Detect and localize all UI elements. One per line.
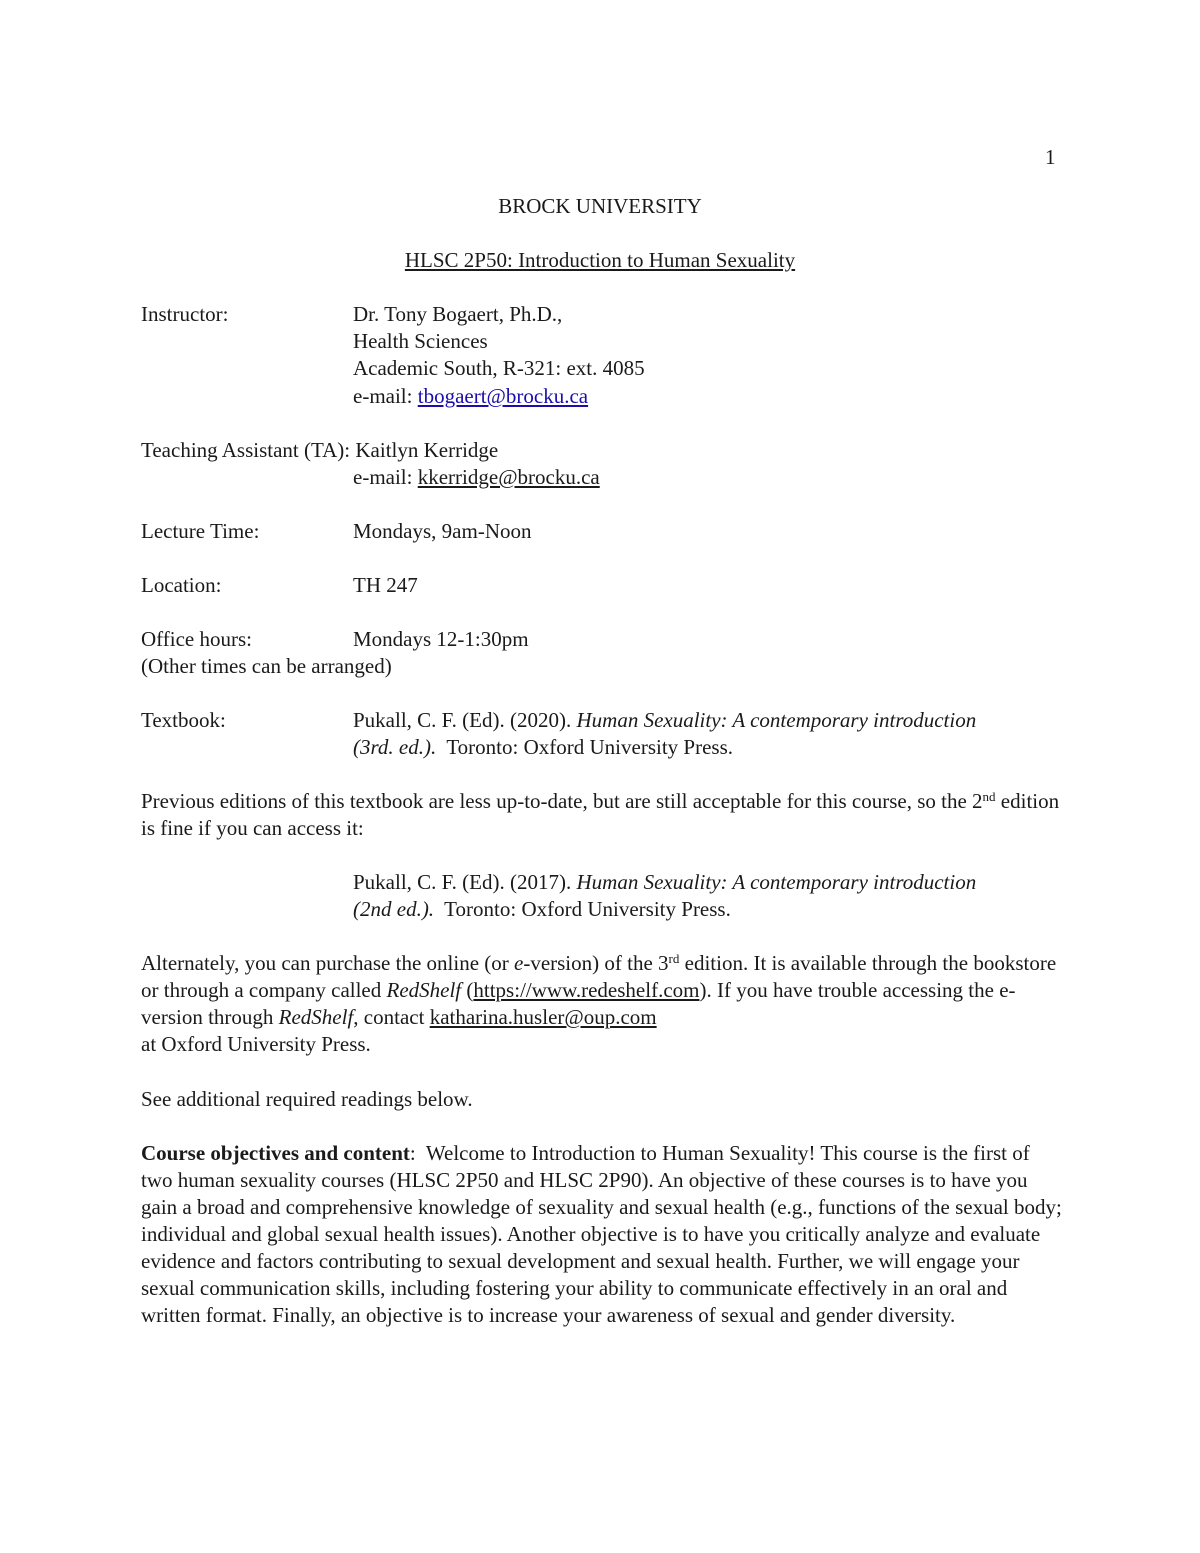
page-number: 1 <box>1045 145 1056 169</box>
alternately-text-5: ). If you have trouble accessing the e-version through <box>141 978 1016 1029</box>
instructor-office: Academic South, R-321: ext. 4085 <box>353 356 645 380</box>
instructor-email-link[interactable]: tbogaert@brocku.ca <box>417 384 589 408</box>
ta-label: Teaching Assistant (TA): Kaitlyn Kerridge <box>141 438 499 462</box>
redshelf-name-2: RedShelf <box>278 1005 354 1029</box>
office-hours-label: Office hours: <box>141 627 252 651</box>
ta-email-line <box>353 464 600 491</box>
objectives-colon: : <box>409 1141 426 1165</box>
textbook-ref-1-line-2 <box>353 734 733 761</box>
previous-editions-text-b: edition is fine if you can access it: <box>141 789 1060 840</box>
instructor-email-prefix: e-mail: <box>353 384 418 408</box>
ta-email-prefix: e-mail: <box>353 465 418 489</box>
university-name: BROCK UNIVERSITY <box>498 194 702 218</box>
alternately-paragraph <box>141 950 1066 1058</box>
location-label: Location: <box>141 573 222 597</box>
alternately-sup: rd <box>668 951 680 966</box>
previous-editions-paragraph <box>141 788 1066 842</box>
ta-email-link[interactable]: kkerridge@brocku.ca <box>417 465 600 489</box>
alternately-text-6: , contact <box>353 1005 430 1029</box>
textbook-ref-2-line-1 <box>353 869 976 896</box>
lecture-time-value: Mondays, 9am-Noon <box>353 519 532 543</box>
textbook-ref-1-edition: (3rd. ed.). <box>353 735 437 759</box>
redshelf-name: RedShelf <box>386 978 462 1002</box>
location-value: TH 247 <box>353 573 418 597</box>
lecture-time-label: Lecture Time: <box>141 519 260 543</box>
textbook-ref-2-edition: (2nd ed.). <box>353 897 435 921</box>
alternately-text-7: at Oxford University Press. <box>141 1032 371 1056</box>
alternately-text-1: Alternately, you can purchase the online (or <box>141 951 514 975</box>
instructor-label: Instructor: <box>141 302 229 326</box>
office-hours-value: Mondays 12-1:30pm <box>353 627 529 651</box>
objectives-heading: Course objectives and content <box>141 1141 410 1165</box>
instructor-department: Health Sciences <box>353 329 488 353</box>
course-title <box>0 247 1200 274</box>
textbook-ref-1-author: Pukall, C. F. (Ed). (2020). <box>353 708 577 732</box>
alternately-text-2: -version) of the 3 <box>523 951 669 975</box>
textbook-ref-2-title: Human Sexuality: A contemporary introduction <box>576 870 977 894</box>
textbook-ref-2-line-2 <box>353 896 731 923</box>
textbook-ref-1-publisher: Toronto: Oxford University Press. <box>436 735 733 759</box>
alternately-text-4: ( <box>461 978 474 1002</box>
textbook-ref-2-publisher: Toronto: Oxford University Press. <box>434 897 731 921</box>
textbook-ref-1-line-1 <box>353 707 976 734</box>
objectives-body: Welcome to Introduction to Human Sexuality! This course is the first of two human sexuality courses (HLSC 2P50 and HLSC 2P90). An objective of these courses is to have you gain a broad and comprehensive knowledge of sexuality and sexual health (e.g., functions of the sexual body; individual and global sexual health issues). Another objective is to have you critically analyze and evaluate evidence and factors contributing to sexual development and sexual health. Further, we will engage your sexual communication skills, including fostering your ability to communicate effectively in an oral and written format. Finally, an objective is to increase your awareness of sexual and gender diversity. <box>141 1141 1062 1327</box>
office-hours-note: (Other times can be arranged) <box>141 654 392 678</box>
instructor-email-line <box>353 383 588 410</box>
instructor-name: Dr. Tony Bogaert, Ph.D., <box>353 302 563 326</box>
textbook-ref-1-title: Human Sexuality: A contemporary introduction <box>576 708 977 732</box>
redshelf-url-link[interactable]: https://www.redeshelf.com <box>473 978 700 1002</box>
course-title-text: HLSC 2P50: Introduction to Human Sexuality <box>404 248 796 272</box>
textbook-label: Textbook: <box>141 708 226 732</box>
alternately-text-3: edition. It is available through the bookstore or through a company called <box>141 951 1057 1002</box>
contact-email-link[interactable]: katharina.husler@oup.com <box>429 1005 657 1029</box>
previous-editions-sup: nd <box>982 789 996 804</box>
previous-editions-text-a: Previous editions of this textbook are less up-to-date, but are still acceptable for this course, so the 2 <box>141 789 983 813</box>
alternately-e-italic: e <box>514 951 524 975</box>
see-additional-readings: See additional required readings below. <box>141 1087 473 1111</box>
course-objectives-paragraph <box>141 1140 1066 1329</box>
textbook-ref-2-author: Pukall, C. F. (Ed). (2017). <box>353 870 577 894</box>
